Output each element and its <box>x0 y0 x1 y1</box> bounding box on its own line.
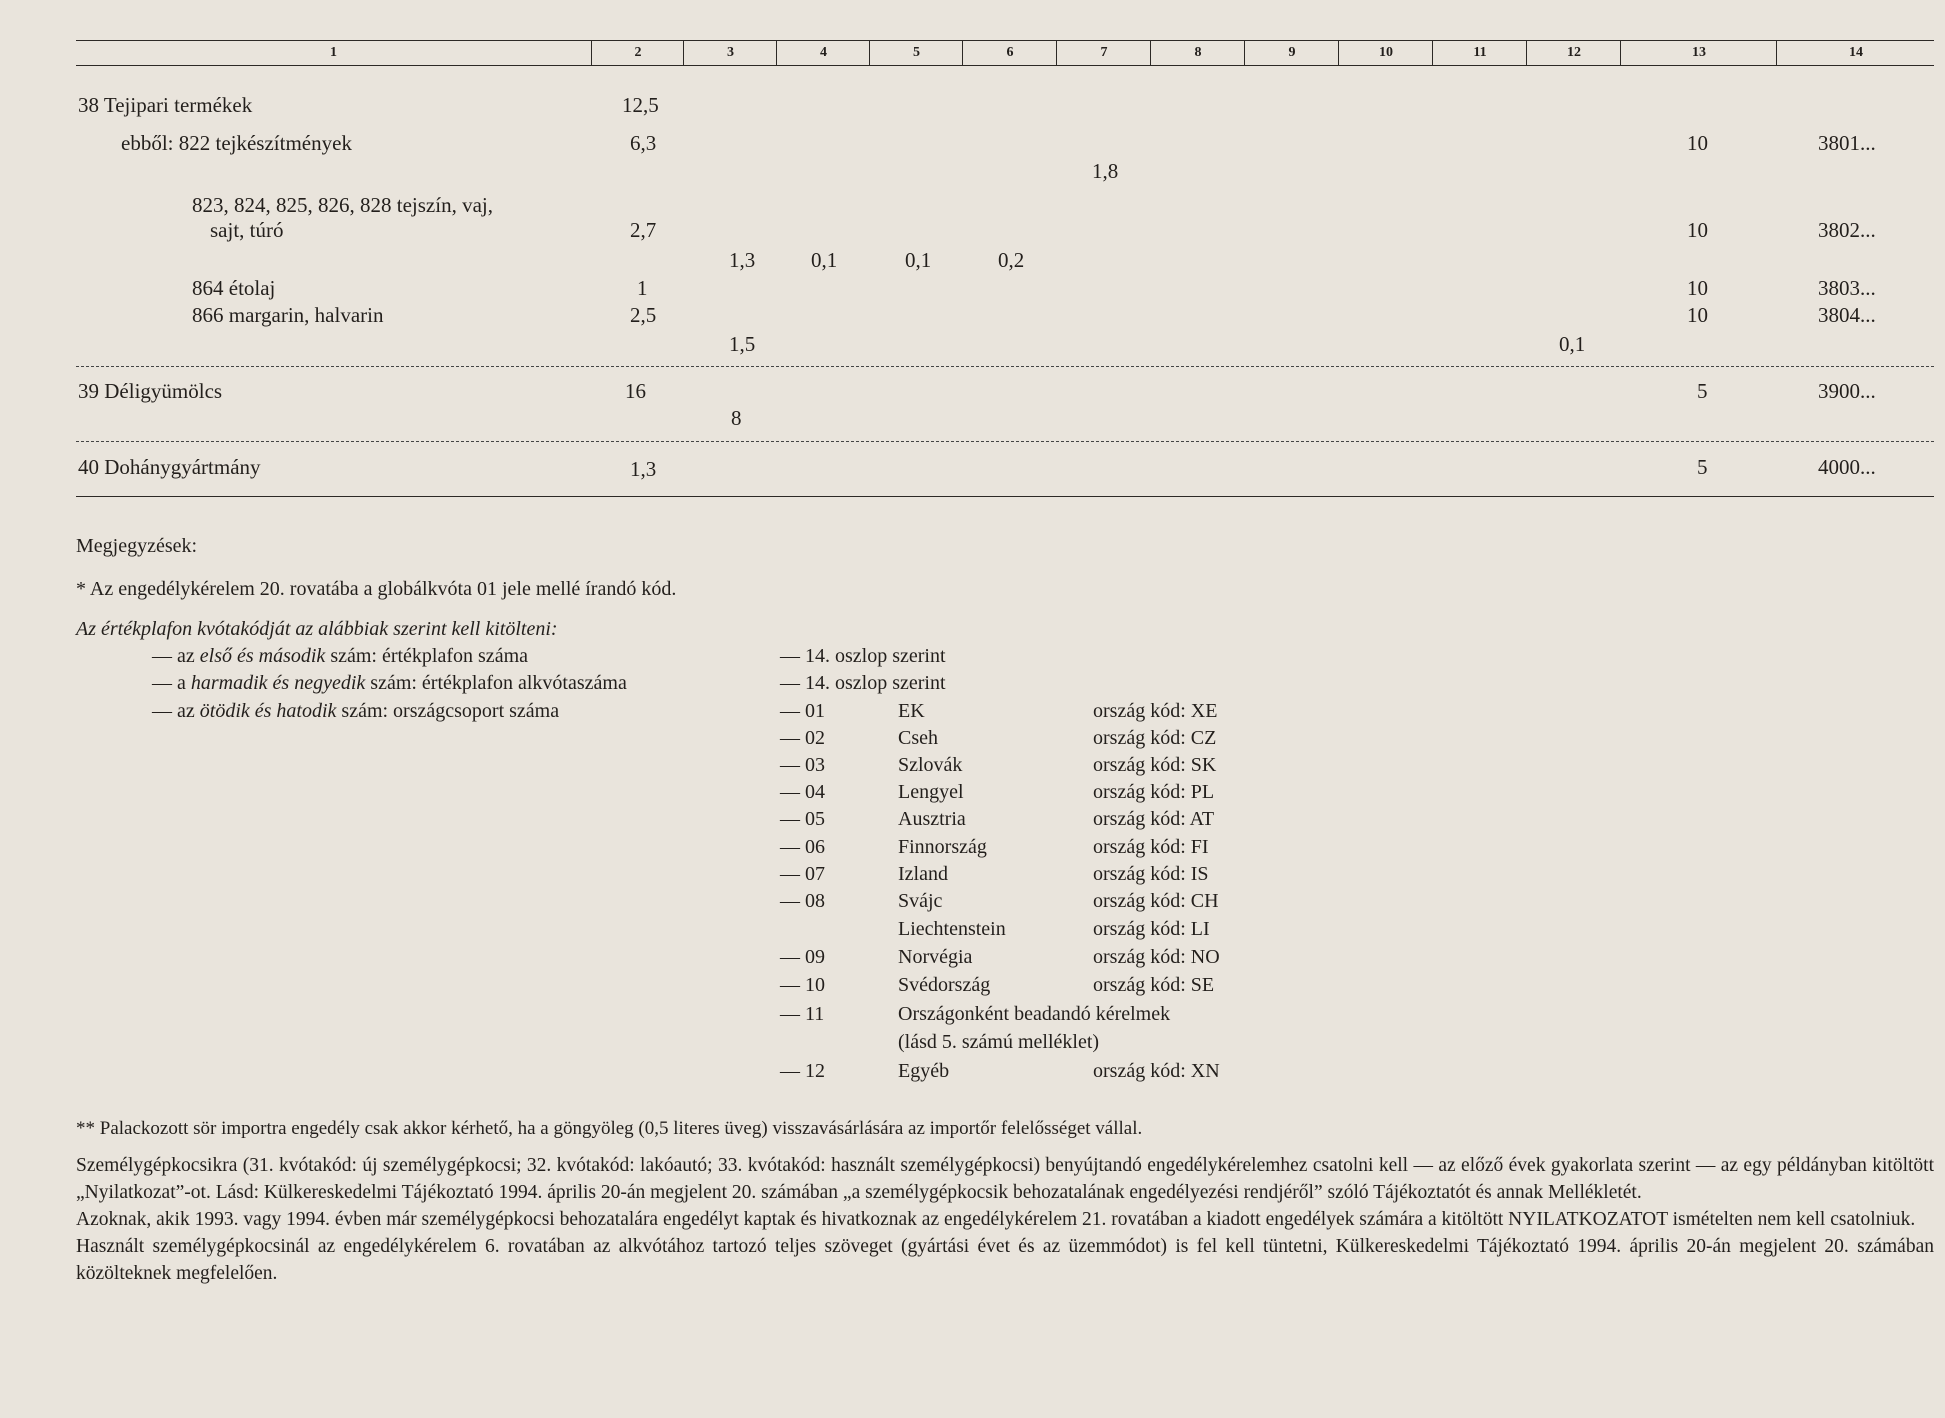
cell-value: 1,3 <box>729 248 756 272</box>
header-col: 8 <box>1150 41 1245 65</box>
notes-heading: Megjegyzések: <box>76 535 198 557</box>
cell-value: 12,5 <box>622 93 659 117</box>
paragraph: Személygépkocsikra (31. kvótakód: új személygépkocsi; 32. kvótakód: lakóautó; 33. kvótakód: használt személygépkocsi) benyújtandó engedélykérelemhez csatolni kell — az előző évek gyakorlata szerint — az egy példányban kitöltött „Nyilatkozat”-ot. Lásd: Külkereskedelmi Tájékoztató 1994. április 20-án megjelent 20. számában „a személygépkocsik behozatalának engedélyezési rendjéről” szóló Tájékoztatót és annak Mellékletét. <box>76 1155 1934 1203</box>
row-label: 823, 824, 825, 826, 828 tejszín, vaj, <box>192 193 493 217</box>
header-col: 12 <box>1526 41 1621 65</box>
cell-value: 3804... <box>1818 303 1876 327</box>
row-label: sajt, túró <box>210 218 284 242</box>
country-code: — 10 <box>780 974 825 996</box>
country-code: — 11 <box>780 1003 825 1025</box>
country-code: — 06 <box>780 836 825 858</box>
cell-value: 5 <box>1697 379 1708 403</box>
country-code: — 05 <box>780 808 825 830</box>
country-iso: ország kód: SK <box>1093 754 1217 776</box>
country-code: — 08 <box>780 890 825 912</box>
country-name: Lengyel <box>898 781 964 803</box>
cell-value: 4000... <box>1818 455 1876 479</box>
country-iso: ország kód: NO <box>1093 946 1220 968</box>
header-col: 2 <box>591 41 684 65</box>
header-col: 5 <box>869 41 963 65</box>
cell-value: 10 <box>1687 276 1708 300</box>
country-name: Ausztria <box>898 808 966 830</box>
note-double-star: ** Palackozott sör importra engedély csak akkor kérhető, ha a göngyöleg (0,5 literes üveg) visszavásárlására az importőr felelősséget vállal. <box>76 1118 1143 1139</box>
cell-value: 0,1 <box>1559 332 1586 356</box>
header-col: 9 <box>1244 41 1339 65</box>
country-iso: ország kód: XE <box>1093 700 1218 722</box>
country-code: — 09 <box>780 946 825 968</box>
row-label: 866 margarin, halvarin <box>192 303 384 327</box>
cell-value: 0,1 <box>811 248 838 272</box>
note-instruction: Az értékplafon kvótakódját az alábbiak szerint kell kitölteni: <box>76 618 558 640</box>
header-col: 4 <box>776 41 870 65</box>
table-bottom-rule <box>76 496 1934 497</box>
header-col: 3 <box>683 41 777 65</box>
country-name: Országonként beadandó kérelmek <box>898 1003 1171 1025</box>
row-divider <box>76 441 1934 442</box>
instruction-item-right: — 14. oszlop szerint <box>780 672 946 694</box>
country-code: — 12 <box>780 1060 825 1082</box>
instruction-item-right: — 14. oszlop szerint <box>780 645 946 667</box>
country-code: — 04 <box>780 781 825 803</box>
header-col: 1 <box>330 45 337 60</box>
country-iso: ország kód: FI <box>1093 836 1209 858</box>
row-label: 40 Dohánygyártmány <box>78 455 261 479</box>
cell-value: 10 <box>1687 303 1708 327</box>
header-col: 14 <box>1776 41 1935 65</box>
header-col: 10 <box>1338 41 1433 65</box>
cell-value: 16 <box>625 379 646 403</box>
header-col: 6 <box>962 41 1057 65</box>
country-name: Svájc <box>898 890 943 912</box>
country-iso: ország kód: XN <box>1093 1060 1220 1082</box>
country-name: Norvégia <box>898 946 973 968</box>
country-name: Liechtenstein <box>898 918 1006 940</box>
instruction-item: — az ötödik és hatodik szám: országcsoport száma <box>152 700 560 722</box>
cell-value: 5 <box>1697 455 1708 479</box>
note-star: * Az engedélykérelem 20. rovatába a globálkvóta 01 jele mellé írandó kód. <box>76 578 677 600</box>
row-label: ebből: 822 tejkészítmények <box>121 131 352 155</box>
paragraph: Használt személygépkocsinál az engedélykérelem 6. rovatában az alkvótához tartozó teljes szöveget (gyártási évet és az üzemmódot) is fel kell tüntetni, Külkereskedelmi Tájékoztató 1994. április 20-án megjelent 20. számában közölteknek megfelelően. <box>76 1236 1934 1284</box>
cell-value: 6,3 <box>630 131 657 155</box>
cell-value: 1,5 <box>729 332 756 356</box>
country-name: Cseh <box>898 727 938 749</box>
cell-value: 3900... <box>1818 379 1876 403</box>
cell-value: 10 <box>1687 131 1708 155</box>
cell-value: 1 <box>637 276 648 300</box>
country-name: Izland <box>898 863 948 885</box>
cell-value: 1,3 <box>630 457 657 481</box>
cell-value: 10 <box>1687 218 1708 242</box>
row-divider <box>76 366 1934 367</box>
notes-paragraphs <box>76 1152 1934 1287</box>
country-iso: ország kód: LI <box>1093 918 1210 940</box>
cell-value: 1,8 <box>1092 159 1119 183</box>
country-code: — 07 <box>780 863 825 885</box>
cell-value: 0,1 <box>905 248 932 272</box>
cell-value: 2,7 <box>630 218 657 242</box>
paragraph: Azoknak, akik 1993. vagy 1994. évben már személygépkocsi behozatalára engedélyt kaptak és hivatkoznak az engedélykérelem 21. rovatában a kiadott engedélyek számára a kitöltött NYILATKOZATOT ismételten nem kell csatolniuk. <box>76 1209 1916 1230</box>
header-col: 13 <box>1620 41 1777 65</box>
country-name: Svédország <box>898 974 991 996</box>
instruction-item: — a harmadik és negyedik szám: értékplafon alkvótaszáma <box>152 672 627 694</box>
country-code: — 03 <box>780 754 825 776</box>
instruction-item: — az első és második szám: értékplafon száma <box>152 645 528 667</box>
country-iso: ország kód: PL <box>1093 781 1215 803</box>
cell-value: 8 <box>731 406 742 430</box>
cell-value: 3803... <box>1818 276 1876 300</box>
country-name: (lásd 5. számú melléklet) <box>898 1031 1100 1053</box>
country-code: — 02 <box>780 727 825 749</box>
country-code: — 01 <box>780 700 825 722</box>
header-col: 11 <box>1432 41 1527 65</box>
country-name: Egyéb <box>898 1060 950 1082</box>
row-label: 38 Tejipari termékek <box>78 93 253 117</box>
country-iso: ország kód: CH <box>1093 890 1219 912</box>
row-label: 39 Déligyümölcs <box>78 379 223 403</box>
country-name: Finnország <box>898 836 987 858</box>
cell-value: 3802... <box>1818 218 1876 242</box>
cell-value: 0,2 <box>998 248 1025 272</box>
country-iso: ország kód: IS <box>1093 863 1209 885</box>
cell-value: 2,5 <box>630 303 657 327</box>
header-col: 7 <box>1056 41 1151 65</box>
country-iso: ország kód: SE <box>1093 974 1215 996</box>
country-name: EK <box>898 700 925 722</box>
country-iso: ország kód: AT <box>1093 808 1215 830</box>
country-iso: ország kód: CZ <box>1093 727 1217 749</box>
country-name: Szlovák <box>898 754 963 776</box>
table-header <box>76 40 1934 66</box>
cell-value: 3801... <box>1818 131 1876 155</box>
row-label: 864 étolaj <box>192 276 276 300</box>
